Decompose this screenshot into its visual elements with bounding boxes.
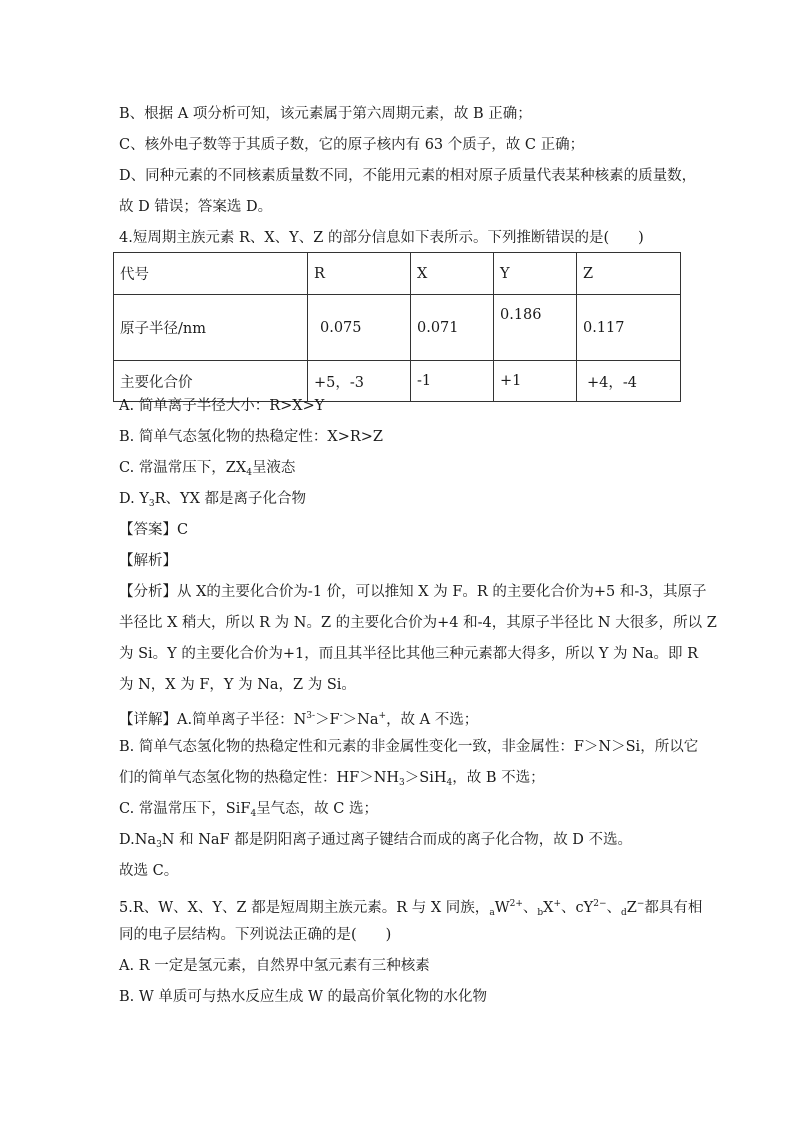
text-line: 故 D 错误；答案选 D。 — [119, 199, 273, 215]
detail-d: $D.Na_3N$ 和 NaF 都是阴阳离子通过离子键结合而成的离子化合物，故 D 不选。 — [119, 832, 633, 850]
table-cell: 原子半径/nm — [114, 295, 308, 361]
text-line: C、核外电子数等于其质子数，它的原子核内有 63 个质子，故 C 正确； — [119, 137, 585, 153]
question-4-stem: 4.短周期主族元素 R、X、Y、Z 的部分信息如下表所示。下列推断错误的是( ) — [119, 230, 644, 246]
detail-conclusion: 故选 C。 — [119, 863, 179, 879]
table-cell: R — [308, 253, 411, 295]
option-a: A. R 一定是氢元素，自然界中氢元素有三种核素 — [119, 958, 430, 974]
detail-b-line2: 们的简单气态氢化物的热稳定性：$HF>NH_3>SiH_4$，故 B 不选； — [119, 770, 545, 788]
table-cell: 0.117 — [577, 295, 681, 361]
analysis-heading: 【解析】 — [119, 553, 177, 569]
table-cell: Z — [577, 253, 681, 295]
analysis-line: 【分析】从 X的主要化合价为-1 价，可以推知 X 为 F。R 的主要化合价为+5 和-3，其原子 — [119, 584, 707, 600]
table-row — [114, 295, 681, 361]
option-b: B. W 单质可与热水反应生成 W 的最高价氧化物的水化物 — [119, 989, 488, 1005]
table-cell: Y — [494, 253, 577, 295]
table-cell: +4，-4 — [577, 361, 681, 402]
table-header-row — [114, 253, 681, 295]
table-cell: +1 — [494, 361, 577, 402]
text-line: D、同种元素的不同核素质量数不同，不能用元素的相对原子质量代表某种核素的质量数， — [119, 168, 697, 184]
analysis-line: 为 N，X 为 F，Y 为 Na，Z 为 Si。 — [119, 677, 356, 693]
question-5-stem-line1: 5.R、W、X、Y、Z 都是短周期主族元素。R 与 X 同族，$_aW^{2+}$、$_b$X+、$cY^{2-}$、$_d$Z−都具有相 — [119, 899, 703, 918]
detail-b-line1: B. 简单气态氢化物的热稳定性和元素的非金属性变化一致，非金属性：F＞N＞Si，所以它 — [119, 739, 699, 755]
element-info-table — [113, 252, 681, 402]
table-cell: +5，-3 — [308, 361, 411, 402]
table-cell: 0.071 — [411, 295, 494, 361]
text-line: B、根据 A 项分析可知，该元素属于第六周期元素，故 B 正确； — [119, 106, 532, 122]
table-cell: 代号 — [114, 253, 308, 295]
table-cell: 0.075 — [308, 295, 411, 361]
table-cell: X — [411, 253, 494, 295]
table-cell: 0.186 — [494, 295, 577, 361]
option-c: C. 常温常压下，$ZX_4$呈液态 — [119, 460, 296, 478]
option-b: B. 简单气态氢化物的热稳定性：X>R>Z — [119, 429, 383, 445]
question-5-stem-line2: 同的电子层结构。下列说法正确的是( ) — [119, 927, 392, 943]
detail-c: C. 常温常压下，SiF$_4$呈气态，故 C 选； — [119, 801, 378, 819]
answer-label: 【答案】C — [119, 522, 189, 538]
option-d: D. $Y_3R$、YX 都是离子化合物 — [119, 491, 307, 509]
detail-a: 【详解】A.简单离子半径：$N^{3-}>F^->Na^+$，故 A 不选； — [119, 711, 479, 728]
table-cell: -1 — [411, 361, 494, 402]
option-a: A. 简单离子半径大小：R>X>Y — [119, 398, 325, 414]
table-cell: 主要化合价 — [114, 361, 308, 402]
analysis-line: 为 Si。Y 的主要化合价为+1，而且其半径比其他三种元素都大得多，所以 Y 为 Na。即 R — [119, 646, 698, 662]
analysis-line: 半径比 X 稍大，所以 R 为 N。Z 的主要化合价为+4 和-4，其原子半径比 N 大很多，所以 Z — [119, 615, 717, 631]
